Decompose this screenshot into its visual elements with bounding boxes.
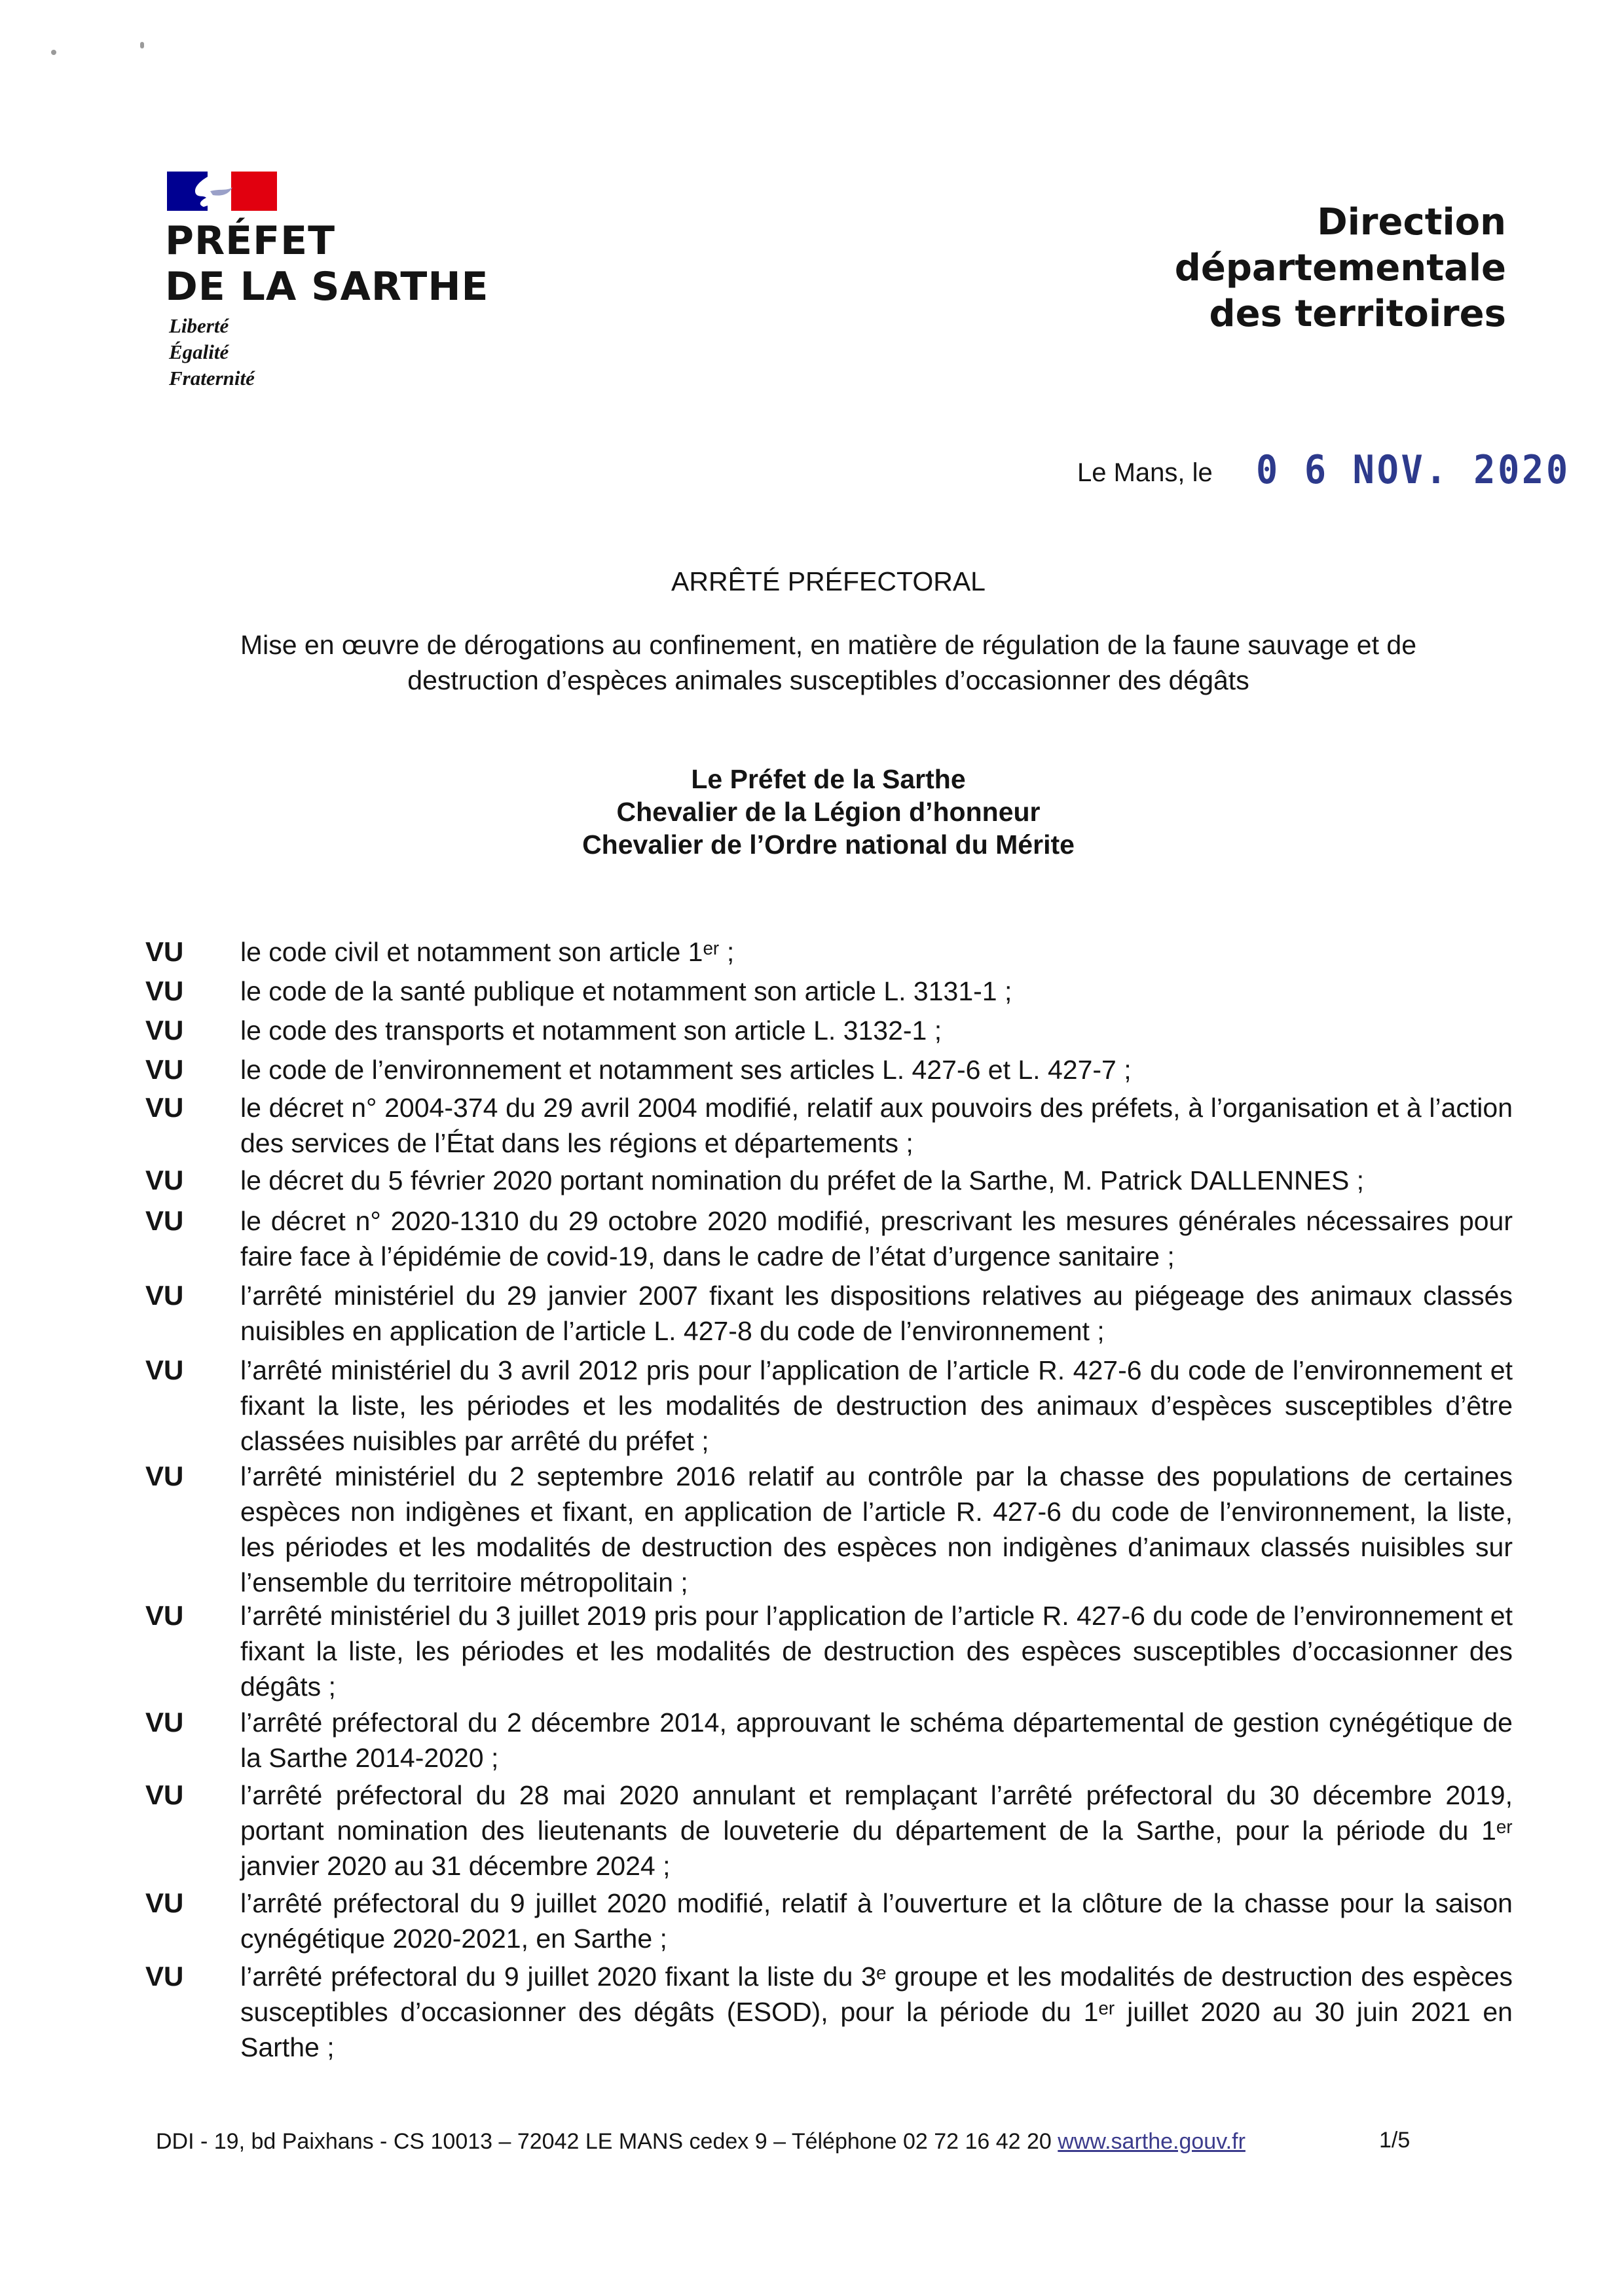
prefect-titles [0, 763, 1624, 861]
prefect-line2: Chevalier de la Légion d’honneur [616, 797, 1041, 827]
motto-liberte: Liberté [169, 314, 229, 337]
republic-motto [169, 313, 255, 392]
issuing-direction [1175, 200, 1506, 337]
vu-keyword: VU [145, 1280, 184, 1311]
consideration-text: le code de l’environnement et notamment ses articles L. 427-6 et L. 427-7 ; [240, 1055, 1132, 1085]
consideration-text: l’arrêté préfectoral du 9 juillet 2020 fixant la liste du 3ᵉ groupe et les modalités de destruction des espèces susceptibles d’occasionner des dégâts (ESOD), pour la période du 1ᵉʳ juillet 2020 au 30 juin 2021 en Sarthe ; [240, 1961, 1513, 2062]
vu-keyword: VU [145, 1092, 184, 1123]
subject-line2: destruction d’espèces animales susceptibles d’occasionner des dégâts [407, 665, 1249, 695]
direction-line2: départementale [1174, 247, 1506, 289]
consideration-text: le décret n° 2004-374 du 29 avril 2004 modifié, relatif aux pouvoirs des préfets, à l’organisation et à l’action des services de l’État dans les régions et départements ; [240, 1093, 1513, 1158]
vu-keyword: VU [145, 1600, 184, 1631]
motto-fraternite: Fraternité [169, 367, 255, 390]
vu-keyword: VU [145, 1779, 184, 1810]
prefect-line3: Chevalier de l’Ordre national du Mérite [582, 829, 1075, 860]
consideration-text: l’arrêté préfectoral du 28 mai 2020 annulant et remplaçant l’arrêté préfectoral du 30 décembre 2019, portant nomination des lieutenants de louveterie du département de la Sarthe, pour la période du 1ᵉʳ janvier 2020 au 31 décembre 2024 ; [240, 1780, 1513, 1881]
prefecture-name-line2: DE LA SARTHE [165, 264, 489, 310]
consideration-text: l’arrêté préfectoral du 9 juillet 2020 modifié, relatif à l’ouverture et la clôture de la chasse pour la saison cynégétique 2020-2021, en Sarthe ; [240, 1888, 1513, 1954]
vu-keyword: VU [145, 1054, 184, 1085]
scan-speck [140, 42, 144, 48]
dateline-place: Le Mans, le [1077, 458, 1213, 487]
consideration-text: l’arrêté préfectoral du 2 décembre 2014, approuvant le schéma départemental de gestion cynégétique de la Sarthe 2014-2020 ; [240, 1707, 1513, 1773]
scan-speck [51, 50, 56, 55]
footer-website-link[interactable]: www.sarthe.gouv.fr [1058, 2129, 1246, 2154]
vu-keyword: VU [145, 1165, 184, 1195]
vu-keyword: VU [145, 936, 184, 967]
vu-keyword: VU [145, 975, 184, 1006]
vu-keyword: VU [145, 1961, 184, 1992]
footer-address-line [156, 2129, 1246, 2155]
vu-keyword: VU [145, 1015, 184, 1046]
footer-address: DDI - 19, bd Paixhans - CS 10013 – 72042 LE MANS cedex 9 – Téléphone 02 72 16 42 20 [156, 2129, 1052, 2154]
consideration-text: le code de la santé publique et notamment son article L. 3131-1 ; [240, 976, 1012, 1006]
prefecture-name [165, 218, 489, 310]
prefecture-name-line1: PRÉFET [165, 218, 336, 264]
consideration-text: le décret du 5 février 2020 portant nomination du préfet de la Sarthe, M. Patrick DALLENNES ; [240, 1165, 1365, 1195]
consideration-text: le décret n° 2020-1310 du 29 octobre 2020 modifié, prescrivant les mesures générales nécessaires pour faire face à l’épidémie de covid-19, dans le cadre de l’état d’urgence sanitaire ; [240, 1206, 1513, 1271]
consideration-text: l’arrêté ministériel du 2 septembre 2016 relatif au contrôle par la chasse des populations de certaines espèces non indigènes et fixant, en application de l’article R. 427-6 du code de l’environnement, la liste, les périodes et les modalités de destruction des espèces non indigènes d’animaux classés nuisibles sur l’ensemble du territoire métropolitain ; [240, 1461, 1513, 1597]
prefect-line1: Le Préfet de la Sarthe [691, 764, 966, 794]
consideration-text: l’arrêté ministériel du 29 janvier 2007 fixant les dispositions relatives au piégeage des animaux classés nuisibles en application de l’article L. 427-8 du code de l’environnement ; [240, 1281, 1513, 1346]
page-number: 1/5 [1379, 2128, 1411, 2153]
consideration-text: l’arrêté ministériel du 3 avril 2012 pris pour l’application de l’article R. 427-6 du code de l’environnement et fixant la liste, les périodes et les modalités de destruction des animaux d’espèces susceptibles d’être classées nuisibles par arrêté du préfet ; [240, 1355, 1513, 1456]
vu-keyword: VU [145, 1707, 184, 1738]
vu-keyword: VU [145, 1355, 184, 1385]
date-stamp: 0 6 NOV. 2020 [1256, 447, 1570, 493]
vu-keyword: VU [145, 1205, 184, 1236]
marianne-flag-icon [167, 172, 277, 211]
vu-keyword: VU [145, 1461, 184, 1491]
direction-line3: des territoires [1209, 293, 1506, 335]
subject-line1: Mise en œuvre de dérogations au confinement, en matière de régulation de la faune sauvage et de [240, 630, 1417, 660]
vu-keyword: VU [145, 1887, 184, 1918]
consideration-text: l’arrêté ministériel du 3 juillet 2019 pris pour l’application de l’article R. 427-6 du code de l’environnement et fixant la liste, les périodes et les modalités de destruction des espèces susceptibles d’occasionner des dégâts ; [240, 1601, 1513, 1702]
document-subject [157, 627, 1500, 698]
motto-egalite: Égalité [169, 340, 229, 363]
document-title: ARRÊTÉ PRÉFECTORAL [671, 566, 986, 596]
consideration-text: le code des transports et notamment son article L. 3132-1 ; [240, 1015, 942, 1046]
consideration-text: le code civil et notamment son article 1ᵉʳ ; [240, 937, 735, 967]
direction-line1: Direction [1317, 201, 1506, 244]
